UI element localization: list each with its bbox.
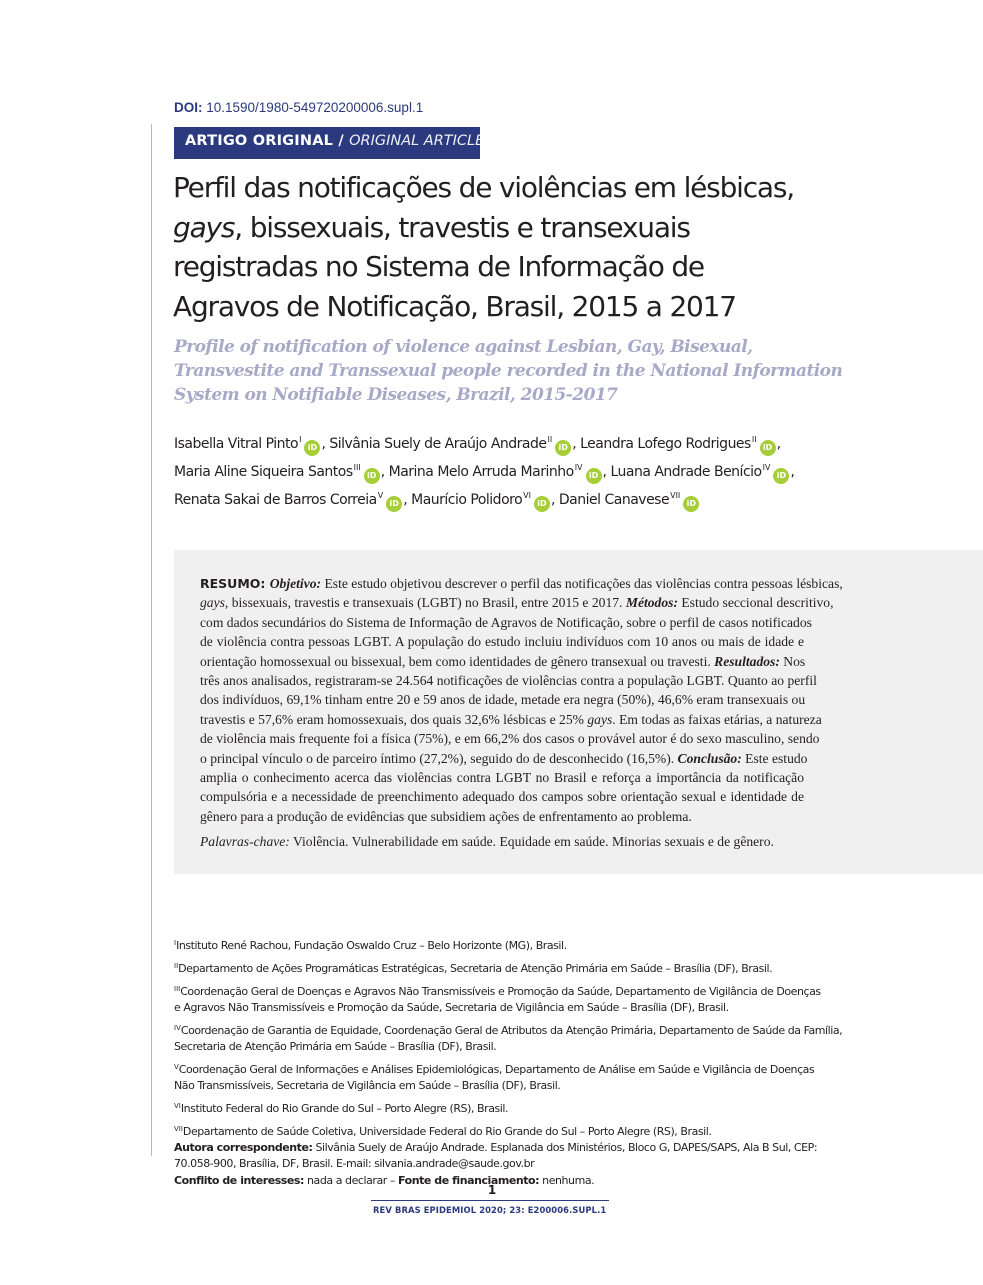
author-name: Maria Aline Siqueira Santos — [174, 464, 353, 480]
abstract-line: três anos analisados, registraram-se 24.564 notificações de violências contra a população LGBT. Quanto ao perfil — [200, 673, 817, 689]
english-title-line-3: System on Notifiable Diseases, Brazil, 2015-2017 — [174, 385, 618, 405]
abstract-line: gênero para a produção de evidências que subsidiem ações de enfrentamento ao problema. — [200, 808, 692, 824]
results-label: Resultados: — [714, 653, 780, 669]
journal-footer: REV BRAS EPIDEMIOL 2020; 23: E200006.SUPL.1 — [373, 1205, 607, 1215]
corresponding-author-label: Autora correspondente: — [174, 1140, 313, 1154]
page-number: 1 — [487, 1183, 497, 1197]
affiliation-2: $^{II}$Departamento de Ações Programáticas Estratégicas, Secretaria de Atenção Primária em Saúde – Brasília (DF), Brasil. — [174, 961, 773, 975]
title-line-4: Agravos de Notificação, Brasil, 2015 a 2017 — [173, 289, 736, 323]
conflict-funding: Conflito de interesses: nada a declarar – Fonte de financiamento: nenhuma. — [174, 1173, 595, 1187]
methods-label: Métodos: — [625, 595, 678, 611]
affiliation-5: $^V$Coordenação Geral de Informações e Análises Epidemiológicas, Departamento de Análise em Saúde e Vigilância de Doenças — [174, 1062, 815, 1076]
english-title-line-2: Transvestite and Transsexual people recorded in the National Information — [174, 361, 843, 381]
author-name: Renata Sakai de Barros Correia — [174, 492, 377, 508]
author-affil-sup: III — [353, 463, 361, 472]
abstract-line: de violência contra pessoas LGBT. A população do estudo incluiu indivíduos com 10 anos ou mais de idade e — [200, 634, 804, 650]
abstract-line: RESUMO: Objetivo: Este estudo objetivou descrever o perfil das notificações das violências contra pessoas lésbicas, — [200, 576, 843, 591]
english-title-line-1: Profile of notification of violence against Lesbian, Gay, Bisexual, — [174, 337, 753, 357]
author-name: Marina Melo Arruda Marinho — [388, 464, 574, 480]
english-title — [174, 335, 894, 407]
article-type-en: ORIGINAL ARTICLE — [349, 133, 485, 149]
funding-label: Fonte de financiamento: — [397, 1173, 540, 1187]
article-title — [173, 168, 873, 326]
abstract-label: RESUMO: — [200, 576, 270, 591]
orcid-icon[interactable]: iD — [773, 468, 789, 484]
abstract-text — [200, 574, 843, 826]
objective-label: Objetivo: — [269, 576, 322, 591]
footer-rule — [371, 1200, 609, 1201]
keywords — [200, 834, 804, 850]
author-affil-sup: V — [377, 491, 384, 500]
author-name: Luana Andrade Benício — [610, 464, 762, 480]
orcid-icon[interactable]: iD — [586, 468, 602, 484]
conflict-label: Conflito de interesses: — [174, 1173, 304, 1187]
abstract-line: compulsória e a necessidade de preenchimento adequado dos campos sobre orientação sexual e identidade de — [200, 789, 804, 805]
author-list — [174, 428, 874, 512]
left-margin-rule — [151, 124, 152, 1156]
abstract-line: o principal vínculo o de parceiro íntimo (27,2%), seguido do de desconhecido (16,5%). Conclusão: Este estudo — [200, 750, 808, 766]
orcid-icon[interactable]: iD — [683, 496, 699, 512]
affiliation-7: $^{VII}$Departamento de Saúde Coletiva, Universidade Federal do Rio Grande do Sul – Porto Alegre (RS), Brasil. — [174, 1124, 712, 1138]
abstract-line: dos indivíduos, 69,1% tinham entre 20 e 59 anos de idade, metade era negra (50%), 46,6% eram transexuais ou — [200, 692, 806, 708]
orcid-icon[interactable]: iD — [364, 468, 380, 484]
author-line-1: Isabella Vitral Pinto$^I$iD , Silvânia Suely de Araújo Andrade$^{II}$iD , Leandra Lofego Rodrigues$^{II}$iD , — [174, 428, 874, 456]
title-italic-gays: gays — [173, 210, 235, 244]
author-name: Silvânia Suely de Araújo Andrade — [329, 436, 547, 452]
author-affil-sup: VII — [670, 491, 681, 500]
conclusion-label: Conclusão: — [677, 750, 742, 766]
author-name: Isabella Vitral Pinto — [174, 436, 299, 452]
orcid-icon[interactable]: iD — [760, 440, 776, 456]
orcid-icon[interactable]: iD — [555, 440, 571, 456]
doi-line[interactable] — [174, 100, 423, 115]
corresponding-author: Autora correspondente: Silvânia Suely de Araújo Andrade. Esplanada dos Ministérios, Bloco G, DAPES/SAPS, Ala B Sul, CEP: — [174, 1140, 818, 1154]
author-name: Maurício Polidoro — [411, 492, 523, 508]
author-affil-sup: IV — [574, 463, 583, 472]
orcid-icon[interactable]: iD — [534, 496, 550, 512]
keywords-text: Violência. Vulnerabilidade em saúde. Equidade em saúde. Minorias sexuais e de gênero. — [289, 834, 774, 849]
author-affil-sup: II — [751, 435, 757, 444]
affiliation-6: $^{VI}$Instituto Federal do Rio Grande do Sul – Porto Alegre (RS), Brasil. — [174, 1101, 509, 1115]
title-line-3: registradas no Sistema de Informação de — [173, 250, 704, 283]
doi-label: DOI: — [174, 100, 203, 115]
title-line-1: Perfil das notificações de violências em lésbicas, — [173, 171, 794, 204]
affiliations — [174, 935, 843, 1189]
abstract-line: de violência mais frequente foi a física (75%), e em 66,2% dos casos o provável autor é do sexo masculino, sendo — [200, 731, 820, 747]
author-name: Leandra Lofego Rodrigues — [580, 436, 751, 452]
author-line-3: Renata Sakai de Barros Correia$^V$iD , Maurício Polidoro$^{VI}$iD , Daniel Canavese$^{VII}$iD — [174, 484, 874, 512]
abstract-line: amplia o conhecimento acerca das violências contra LGBT no Brasil e reforça a importância da notificação — [200, 770, 804, 786]
abstract-line: orientação homossexual ou bissexual, bem como identidades de gênero transexual ou travesti. Resultados: Nos — [200, 653, 806, 669]
author-affil-sup: IV — [762, 463, 771, 472]
affiliation-5-cont: Não Transmissíveis, Secretaria de Vigilância em Saúde – Brasília (DF), Brasil. — [174, 1079, 561, 1093]
author-affil-sup: I — [299, 435, 302, 444]
title-line-2: gays, bissexuais, travestis e transexuais — [173, 210, 690, 244]
article-type-pt: ARTIGO ORIGINAL — [185, 133, 334, 149]
affiliation-3-cont: e Agravos Não Transmissíveis e Promoção da Saúde, Secretaria de Vigilância em Saúde – Brasília (DF), Brasil. — [174, 1000, 729, 1014]
orcid-icon[interactable]: iD — [386, 496, 402, 512]
author-line-2: Maria Aline Siqueira Santos$^{III}$iD , Marina Melo Arruda Marinho$^{IV}$iD , Luana Andrade Benício$^{IV}$iD , — [174, 456, 874, 484]
doi-value[interactable]: 10.1590/1980-549720200006.supl.1 — [202, 100, 424, 115]
abstract-line: travestis e 57,6% eram homossexuais, dos quais 32,6% lésbicas e 25% gays. Em todas as faixas etárias, a natureza — [200, 711, 822, 727]
author-affil-sup: VI — [523, 491, 531, 500]
corresponding-author-address[interactable]: 70.058-900, Brasília, DF, Brasil. E-mail: silvania.andrade@saude.gov.br — [174, 1157, 535, 1171]
article-type-separator: / — [333, 133, 350, 149]
author-name: Daniel Canavese — [558, 492, 670, 508]
abstract-line: com dados secundários do Sistema de Informação de Agravos de Notificação, sobre o perfil de casos notificados — [200, 614, 812, 630]
orcid-icon[interactable]: iD — [304, 440, 320, 456]
affiliation-4: $^{IV}$Coordenação de Garantia de Equidade, Coordenação Geral de Atributos da Atenção Primária, Departamento de Saúde da Família, — [174, 1023, 843, 1037]
affiliation-3: $^{III}$Coordenação Geral de Doenças e Agravos Não Transmissíveis e Promoção da Saúde, Departamento de Vigilância de Doenças — [174, 984, 821, 998]
affiliation-4-cont: Secretaria de Atenção Primária em Saúde – Brasília (DF), Brasil. — [174, 1039, 497, 1053]
author-affil-sup: II — [547, 435, 553, 444]
abstract-line: gays, bissexuais, travestis e transexuais (LGBT) no Brasil, entre 2015 e 2017. Métodos: Estudo seccional descritivo, — [200, 595, 834, 611]
article-type-banner — [174, 127, 485, 159]
affiliation-1: $^I$Instituto René Rachou, Fundação Oswaldo Cruz – Belo Horizonte (MG), Brasil. — [174, 939, 567, 952]
keywords-label: Palavras-chave: — [200, 834, 290, 849]
